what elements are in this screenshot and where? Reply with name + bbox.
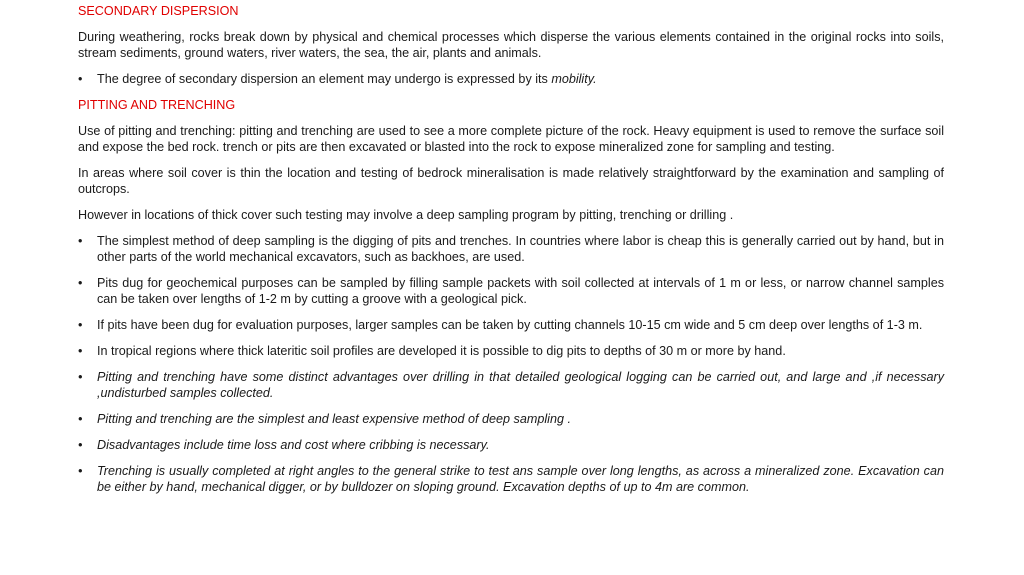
paragraph-use-of-pitting: Use of pitting and trenching: pitting and trenching are used to see a more complete picture of the rock. Heavy equipment is used to remove the surface soil and expose the bed rock. trench or pits are then excavated or blasted into the rock to expose mineralized zone for sampling and testing. [78, 124, 944, 154]
bullet-icon: • [78, 370, 83, 384]
bullet-text-italic: mobility. [551, 72, 597, 86]
bullet-text: The simplest method of deep sampling is the digging of pits and trenches. In countries where labor is cheap this is generally carried out by hand, but in other parts of the world mechanical excavators, such as backhoes, are used. [97, 234, 944, 264]
section-heading-secondary-dispersion: SECONDARY DISPERSION [78, 4, 239, 18]
bullet-item [78, 411, 944, 427]
bullet-item [78, 437, 944, 453]
bullet-text: Pitting and trenching are the simplest and least expensive method of deep sampling . [97, 412, 571, 426]
bullet-icon: • [78, 318, 83, 332]
bullet-item [78, 463, 944, 495]
bullet-icon: • [78, 438, 83, 452]
paragraph-thick-cover: However in locations of thick cover such testing may involve a deep sampling program by pitting, trenching or drilling . [78, 208, 734, 222]
bullet-text: Pitting and trenching have some distinct advantages over drilling in that detailed geological logging can be carried out, and large and ,if necessary ,undisturbed samples collected. [97, 370, 944, 400]
bullet-icon: • [78, 72, 83, 86]
bullet-item [78, 233, 944, 265]
bullet-icon: • [78, 412, 83, 426]
bullet-icon: • [78, 234, 83, 248]
bullet-text: The degree of secondary dispersion an element may undergo is expressed by its [97, 72, 552, 86]
section-heading-pitting-trenching: PITTING AND TRENCHING [78, 98, 236, 112]
bullet-icon: • [78, 276, 83, 290]
paragraph-weathering: During weathering, rocks break down by physical and chemical processes which disperse the various elements contained in the original rocks into soils, stream sediments, ground waters, river waters, the sea, the air, plants and animals. [78, 30, 944, 60]
bullet-text: Pits dug for geochemical purposes can be sampled by filling sample packets with soil collected at intervals of 1 m or less, or narrow channel samples can be taken over lengths of 1-2 m by cutting a groove with a geological pick. [97, 276, 944, 306]
bullet-text: If pits have been dug for evaluation purposes, larger samples can be taken by cutting channels 10-15 cm wide and 5 cm deep over lengths of 1-3 m. [97, 318, 923, 332]
bullet-icon: • [78, 344, 83, 358]
bullet-item-mobility [78, 71, 944, 87]
document-body [78, 3, 944, 505]
bullet-item [78, 275, 944, 307]
paragraph-thin-soil-cover: In areas where soil cover is thin the location and testing of bedrock mineralisation is made relatively straightforward by the examination and sampling of outcrops. [78, 166, 944, 196]
bullet-text: Trenching is usually completed at right angles to the general strike to test ans sample over long lengths, as across a mineralized zone. Excavation can be either by hand, mechanical digger, or by bulldozer on sloping ground. Excavation depths of up to 4m are common. [97, 464, 944, 494]
bullet-text: Disadvantages include time loss and cost where cribbing is necessary. [97, 438, 490, 452]
bullet-text: In tropical regions where thick lateritic soil profiles are developed it is possible to dig pits to depths of 30 m or more by hand. [97, 344, 786, 358]
bullet-icon: • [78, 464, 83, 478]
bullet-item [78, 369, 944, 401]
bullet-item [78, 343, 944, 359]
bullet-item [78, 317, 944, 333]
